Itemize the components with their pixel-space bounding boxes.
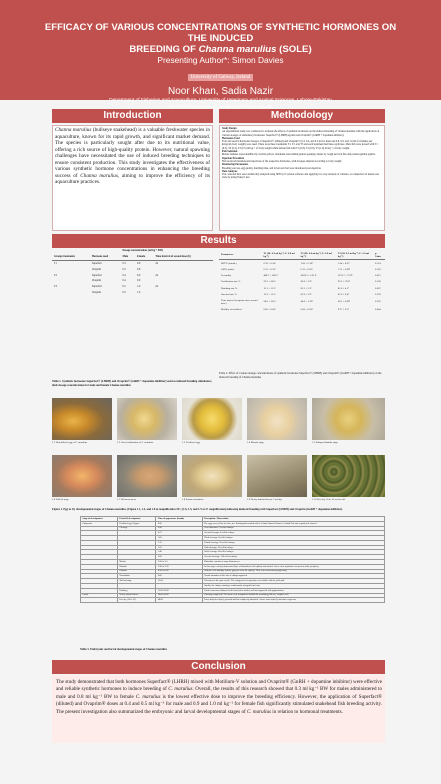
- table-row: Time interval (response after second dose) 24.0 ± 10.0ᵃ 46.6 ± 1.29ᵇ 49.1 ± 0.09ᵇ 0.376: [221, 298, 381, 305]
- photo-label: 1.10 Free-fry 10 to 12 weeks old: [312, 498, 345, 501]
- table-header: Time interval of second dose (h): [153, 254, 213, 260]
- table-header: Hormone used: [90, 254, 121, 260]
- table-row: Larval Newly hatched larvae 26:00-30:00 Hatching completely. The larvae were transparent and had the remaining yolk sac, complete full: [81, 593, 385, 598]
- photo-label: 1.1 Unfertilized egg of C. marulius: [52, 441, 88, 444]
- egg-photo: [52, 398, 112, 440]
- fry-photo: [312, 455, 385, 497]
- table-header: Time of appearance (h:min): [156, 517, 202, 522]
- method-item: Data Analysis The collected data were statistically analyzed using SPSS (21 version software and applying two-way analysis of variance. A comparison of means was done by using Tukey's test.: [222, 169, 380, 180]
- results-heading: Results: [52, 234, 385, 248]
- photo-label: 1.4 Morula stage: [247, 441, 264, 444]
- photo-label: 1.9 Newly hatched larvae 2 nd day: [247, 498, 282, 501]
- method-item: Fish Selection Mature females were identified by swollen yellow abdomens and reddish genital openings; males by rough pectoral fins and pointed genital papilla.: [222, 150, 376, 157]
- table-row: Tail bud stage 12:00 Extension of the optic vesicle. The ontogenesis of myotomes was visible with the yolk spilt: [81, 579, 385, 584]
- photo-label: 1.8 Somite formation: [182, 498, 204, 501]
- table-3-caption: Table 3. Embryonic and larval developmental stages of Channa marulius: [80, 648, 167, 651]
- table-header: Groups/treatments: [52, 254, 90, 260]
- university-badge: University of Galway, Ireland: [188, 74, 254, 81]
- introduction-heading: Introduction: [52, 109, 213, 123]
- poster-header: [0, 0, 441, 109]
- table-header: Male: [120, 254, 135, 260]
- table-header: T1 (M: 0.3 ml kg⁻¹; F: 0.8 ml kg⁻¹): [262, 250, 299, 260]
- table-row: T2 Superfact 0.4 0.9 24: [54, 273, 158, 277]
- table-row: T1 Superfact 0.3 0.8 24: [54, 261, 158, 265]
- conclusion-heading: Conclusion: [52, 660, 385, 674]
- figure-1-caption: Figure 1. Egg to fry developmental stages of Channa marulius. (Figure 1.1, 1.4, and 1.8 at magnification 10×; (1.6, 1.5, and 1.9 at 4× magnification) following induced breeding with Superfact (LHRH) and Ovaprim (GnRH + dopamine inhibitor).: [52, 508, 343, 511]
- stages-table: [80, 516, 385, 603]
- table-row: Ovaprim 0.5 1.0: [91, 290, 141, 294]
- introduction-text: Channa marulius (bullseye snakehead) is a valuable freshwater species in aquaculture, known for its rapid growth, and significant market demand. The species is particularly sought after due to its nutritional value, offering a rich source of high-quality protein. However, natural spawning challenges have necessitated the use of induced breeding techniques to ensure consistent production. This study investigates the effectiveness of various synthetic hormone concentrations in enhancing the breeding success of Channa marulius, aiming to improve the efficiency of its aquaculture practices.: [55, 127, 210, 185]
- table-row: Morula 2:30 to 3:0 Blastodisc consists of many blastomeres: [81, 560, 385, 565]
- dosage-group-header: Dosage concentrations (ml kg⁻¹ BW): [122, 249, 164, 253]
- table-header: T2 (M: 0.4 ml kg⁻¹; F: 0.9 ml kg⁻¹): [299, 250, 336, 260]
- department: Department of Fisheries and Aquaculture, University of Veterinary and Animal Sciences, Lahore-Pakistan: [109, 98, 332, 103]
- table-header: Female: [135, 254, 153, 260]
- table-row: Hatching rate % 13.1 ± 11.5ᵃ 81.3 ± 5.5ᵇ 81.6 ± 4.1ᵇ 0.007: [221, 286, 381, 290]
- photo-label: 1.3 Fertilized egg: [182, 441, 200, 444]
- method-item: Monitoring Parameters Breeding success, egg quality, hatching time, and larval survival were monitored post-injection.: [222, 163, 322, 170]
- photo-label: 1.5 Embryo/blastula stage: [312, 441, 339, 444]
- table-row: Embryonic Fertilized egg / Zygote 0:00 The eggs were yellow in color, free floating and rounded with a 3.5mm-1.4mm. Diameter. Animal Pole and vegetal pole formed.: [81, 521, 385, 526]
- table-row: Free-fry (10 to 12) 48:00 Larva fully developed, greenish and has completely absorbed - larvae swim actively and start exogenous: [81, 598, 385, 603]
- table-row: Neurulation 8:00 Neural formation of the axis of embryo appeared: [81, 574, 385, 579]
- table-header: Stage of development: [81, 517, 118, 522]
- table-header: Description / Observation: [202, 517, 384, 522]
- egg-photo: [182, 398, 242, 440]
- dosage-table: [52, 248, 213, 295]
- table-1-caption: Table 1. Synthetic hormones Superfact® (LHRH) and Ovaprim® (GnRH + dopamine inhibitor) used as induced breeding stimulators, their dosage concentrations for male and female Channa marulius: [52, 380, 213, 387]
- table-row: Motility of fertilized 0.00 ± 0.00ᵃ 0.00 ± 0.00ᵇ 9.27 ± 0.5ᵇ 0.044: [221, 308, 381, 312]
- method-item: Hormones Used Four and several hormonal dosages of Superfact® (diluted) and Ovaprim® (0.3, 0.4, and 0.5 ml for male and 0.8, 0.9, and 1.0 ml for females per kilogram body weight) were used. There were three treatments T1, T2, and T3 and each treatment had three replicates. Male fish were treated with T1 (0.3), T2 (0.4), T3 (0.5) ml kg⁻¹ of body weight while female fish with T1 (0.8), T2 (0.9), T3 (1.0) ml kg⁻¹ of body weight.: [222, 136, 378, 150]
- table-row: Ovaprim 0.3 0.8: [91, 267, 141, 271]
- method-item: Study Design An experimental study was conducted to evaluate the effects of synthetic hormones on the induced breeding of Channa marulius with the application of various dosages of stimulatory hormones: Superfact® (LHRH) agonist and Ovaprim® (GnRH + dopamine inhibitor).: [222, 127, 380, 137]
- table-row: Blastula 3:30 to 5:30 In this stage a clearly demarcated layer of blastoderm with epiboly and started. Also a clear separation was present at the periphery: [81, 564, 385, 569]
- table-header: p-Value: [373, 250, 385, 260]
- methodology-text: [222, 127, 382, 180]
- photo-label: 1.2 After fertilization of C. marulius: [117, 441, 154, 444]
- table-row: 1:05 Third cleavage: 8-celled embryo: [81, 536, 385, 541]
- author-emails: noorkhan@uvas.edu.pk, sadia.nazir@uvas.edu.pk: [169, 104, 272, 109]
- photo-label: 1.7 Tail movement: [117, 498, 136, 501]
- methodology-heading: Methodology: [219, 109, 385, 123]
- table-row: 0:57 Second cleavage: 4-celled embryo: [81, 531, 385, 536]
- table-row: 1:13 Fourth cleavage: 16-celled embryo: [81, 540, 385, 545]
- table-row: Similar, the embryo starting a continuously enlarged heart form: [81, 583, 385, 588]
- larva-photo: [247, 455, 307, 497]
- author-names: Noor Khan, Sadia Nazir: [167, 86, 274, 97]
- table-row: Ovaprim 0.4 0.9: [91, 279, 141, 283]
- table-row: Hatching 21:00-26:00 Further movement (thrust) of the heart (slow stroke) and heart appeared with pigmentation: [81, 588, 385, 593]
- table-row: 2:00 Seventh cleavage: 128-celled embryo: [81, 555, 385, 560]
- table-row: Fecundity 468.7 ± 166.7ᵃ 2478.3 ± 143.1ᵇ 2231.7 ± 72.9ᵇ 0.012: [221, 274, 381, 278]
- method-item: Injection Procedure Fish received intramuscular injections of the respective hormones, with dosages adjusted according to body weight.: [222, 156, 343, 163]
- egg-photo: [117, 398, 177, 440]
- table-row: SRF% (female) 0.76 ± 0.54ᵃ 1.00 ± 0.16ᵇ 1.04 ± 0.07ᶜ 0.124: [221, 261, 381, 265]
- table-row: Cleavage 0:30 Two blastomere: 2-celled embryo: [81, 526, 385, 531]
- table-row: GSI% (male) 0.13 ± 0.33ᵃ 0.15 ± 0.05ᵃ 1.31 ± 0.09ᵇ 0.126: [221, 267, 381, 271]
- photo-label: 1.6 Yolk-O stage: [52, 498, 69, 501]
- table-row: Fertilization rate % 29.3 ± 26.0ᵃ 90.6 ± 2.3ᵇ 93.3 ± 19.2ᵇ 0.128: [221, 280, 381, 284]
- table-header: T3 (M: 0.5 ml kg⁻¹; F: 1.0 ml kg⁻¹): [336, 250, 373, 260]
- egg-photo: [247, 398, 307, 440]
- egg-photo: [117, 455, 177, 497]
- egg-photo: [52, 455, 112, 497]
- table-row: Survival rate % 13.3 ± 11.5ᵃ 87.6 ± 3.2ᵇ 87.6 ± 0.4ᵇ 0.129: [221, 292, 381, 296]
- title-line-2: BREEDING OF Channa marulius (SOLE): [129, 44, 312, 55]
- table-header: Parameters: [219, 250, 262, 260]
- title-line-1: EFFICACY OF VARIOUS CONCENTRATIONS OF SYNTHETIC HORMONES ON THE INDUCED: [44, 22, 397, 44]
- table-header: Period of development: [117, 517, 156, 522]
- egg-photo: [312, 398, 385, 440]
- conclusion-text: The study demonstrated that both hormones Superfact® (LHRH) mixed with Motilium-V solution and Ovaprim® (GnRH + dopamine inhibitor) were effective and reliable synthetic hormones to induce breeding of C. marulius. Overall, the results of this research showed that 0.3 ml kg⁻¹ BW for males administered to male and 0.8 ml kg⁻¹ BW to female C. marulius is the lowest effective dose to improve the breeding efficiency. However, the application of Superfact® (diluted) and Ovaprim® doses at 0.4 and 0.5 ml kg⁻¹ for male and 0.9 and 1.0 ml kg⁻¹ for female fish significantly stimulated snakehead fish breeding activity. The present investigation also summarized the embryonic and larval developmental stages of C. marulius in relation to hormonal treatments.: [56, 679, 383, 715]
- table-row: Gastrula 6:30 to 8:00 With the cells multiply and the gap your view the epiboly. There was a movement progressing: [81, 569, 385, 574]
- results-table: [219, 250, 385, 313]
- table-row: T3 Superfact 0.5 1.0 24: [54, 285, 158, 289]
- presenting-author: Presenting Author*: Simon Davies: [157, 55, 284, 65]
- table-row: 1:25 Fifth cleavage: 32-celled embryo: [81, 545, 385, 550]
- table-row: 1:40 Sixth cleavage: 64-celled embryo: [81, 550, 385, 555]
- egg-photo: [182, 455, 242, 497]
- table-2-caption: Table 2. Effect of various dosage concentrations of synthetic hormones Superfact® (LHRH) and Ovaprim® (GnRH + dopamine inhibitor) on the induced breeding of Channa marulius: [219, 372, 382, 379]
